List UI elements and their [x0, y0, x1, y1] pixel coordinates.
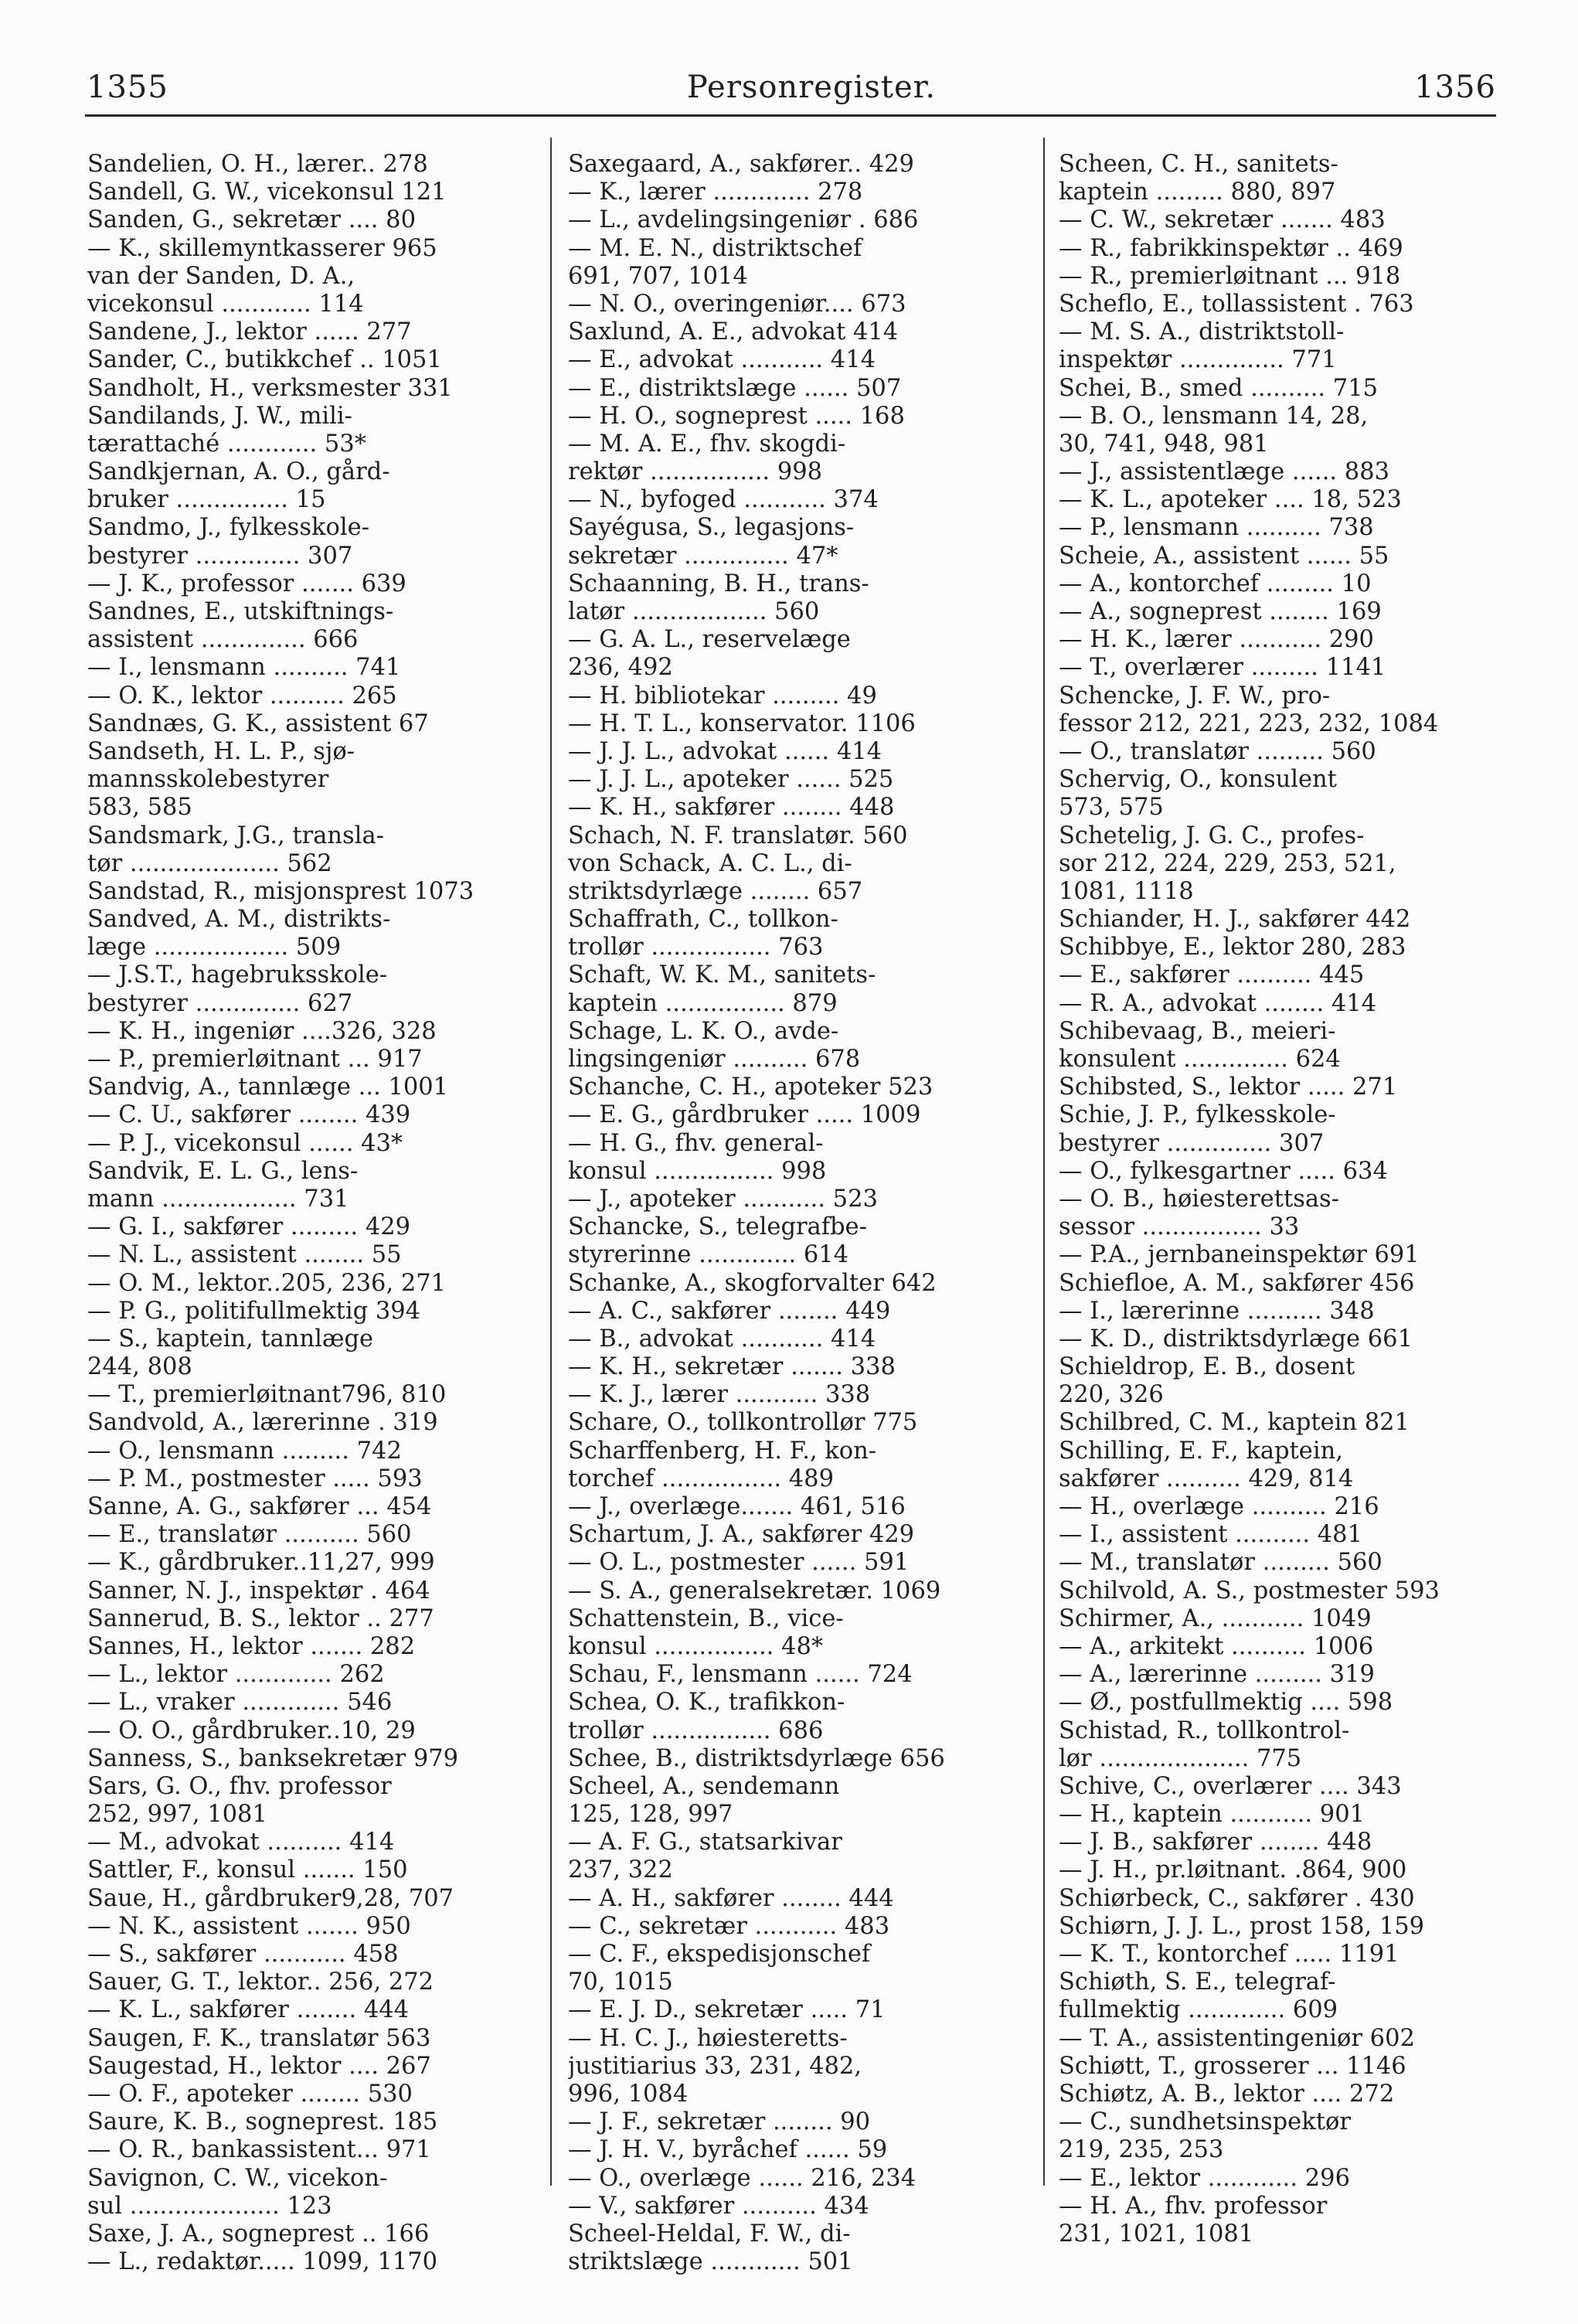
- index-entry-line: Sandvik, E. L. G., lens-: [87, 1157, 359, 1185]
- index-entry-line: — E., sakfører .......... 445: [1059, 961, 1365, 989]
- index-entry-line: Sandsmark, J.G., transla-: [87, 822, 384, 849]
- index-entry-line: — A., sogneprest ........ 169: [1059, 598, 1382, 625]
- index-entry-line: 237, 322: [568, 1856, 673, 1884]
- index-entry-line: — A., arkitekt .......... 1006: [1059, 1632, 1374, 1660]
- index-entry-line: Saxlund, A. E., advokat 414: [568, 318, 899, 346]
- index-entry-line: fullmektig ............. 609: [1059, 1996, 1338, 2024]
- index-entry-line: Schee, B., distriktsdyrlæge 656: [568, 1744, 945, 1772]
- index-entry-line: Schirmer, A., ........... 1049: [1059, 1604, 1372, 1632]
- index-entry-line: Sannerud, B. S., lektor .. 277: [87, 1604, 434, 1632]
- index-entry-line: 996, 1084: [568, 2080, 689, 2108]
- index-entry-line: — L., lektor ............. 262: [87, 1661, 385, 1689]
- index-entry-line: Schiøtz, A. B., lektor .... 272: [1059, 2080, 1395, 2108]
- index-entry-line: Schilvold, A. S., postmester 593: [1059, 1577, 1440, 1604]
- page-number-left: 1355: [87, 70, 168, 105]
- index-entry-line: — T., premierløitnant796, 810: [87, 1381, 447, 1409]
- page-number-right: 1356: [1414, 70, 1496, 105]
- index-entry-line: — B. O., lensmann 14, 28,: [1059, 402, 1369, 430]
- index-entry-line: Schilling, E. F., kaptein,: [1059, 1437, 1343, 1465]
- index-entry-line: Schach, N. F. translatør. 560: [568, 822, 908, 849]
- index-entry-line: Sander, C., butikkchef .. 1051: [87, 346, 442, 374]
- index-entry-line: — Ø., postfullmektig .... 598: [1059, 1689, 1393, 1717]
- index-entry-line: — I., assistent .......... 481: [1059, 1521, 1362, 1549]
- index-entry-line: — R., fabrikkinspektør .. 469: [1059, 234, 1403, 262]
- index-entry-line: — H. T. L., konservator. 1106: [568, 709, 916, 737]
- index-entry-line: Sanner, N. J., inspektør . 464: [87, 1577, 430, 1604]
- index-entry-line: — H., overlæge .......... 216: [1059, 1493, 1379, 1520]
- index-entry-line: — K., lærer ............. 278: [568, 179, 863, 206]
- index-entry-line: 236, 492: [568, 654, 673, 682]
- index-entry-line: — J. H. V., byråchef ...... 59: [568, 2136, 888, 2164]
- index-entry-line: Sandved, A. M., distrikts-: [87, 906, 391, 934]
- index-entry-line: — M. E. N., distriktschef: [568, 234, 862, 262]
- index-entry-line: — G. I., sakfører ......... 429: [87, 1213, 411, 1241]
- index-entry-line: tør .................... 562: [87, 849, 332, 877]
- index-entry-line: — A., lærerinne ......... 319: [1059, 1661, 1375, 1689]
- index-entry-line: bestyrer .............. 307: [87, 542, 353, 570]
- index-entry-line: Saue, H., gårdbruker9,28, 707: [87, 1884, 454, 1912]
- index-entry-line: Schiander, H. J., sakfører 442: [1059, 906, 1411, 934]
- index-entry-line: konsul ................ 48*: [568, 1632, 824, 1660]
- index-entry-line: Sandholt, H., verksmester 331: [87, 374, 453, 402]
- index-entry-line: — N. L., assistent ........ 55: [87, 1241, 402, 1269]
- index-entry-line: sakfører .......... 429, 814: [1059, 1465, 1354, 1492]
- index-entry-line: — O. L., postmester ...... 591: [568, 1549, 910, 1577]
- index-entry-line: 691, 707, 1014: [568, 262, 748, 290]
- index-entry-line: — H. bibliotekar ......... 49: [568, 682, 877, 709]
- page-title: Personregister.: [686, 70, 937, 105]
- index-entry-line: sul .................... 123: [87, 2192, 332, 2220]
- index-entry-line: rektør ................ 998: [568, 458, 823, 486]
- index-entry-line: — L., redaktør..... 1099, 1170: [87, 2248, 438, 2276]
- index-entry-line: — O. M., lektor..205, 236, 271: [87, 1269, 447, 1297]
- index-entry-line: Sanne, A. G., sakfører ... 454: [87, 1493, 432, 1520]
- index-entry-line: — M. A. E., fhv. skogdi-: [568, 430, 846, 458]
- index-entry-line: Sandmo, J., fylkesskole-: [87, 514, 369, 542]
- index-entry-line: — A. F. G., statsarkivar: [568, 1829, 842, 1856]
- index-entry-line: Sannes, H., lektor ....... 282: [87, 1632, 416, 1660]
- index-entry-line: Sandell, G. W., vicekonsul 121: [87, 179, 447, 206]
- index-column-1: [87, 151, 543, 2276]
- index-entry-line: Sandnæs, G. K., assistent 67: [87, 709, 429, 737]
- index-entry-line: kaptein ................ 879: [568, 989, 838, 1017]
- index-entry-line: — H. O., sogneprest ..... 168: [568, 402, 905, 430]
- index-entry-line: Saure, K. B., sogneprest. 185: [87, 2108, 438, 2136]
- index-entry-line: Schancke, S., telegrafbe-: [568, 1213, 867, 1241]
- index-entry-line: Schaanning, B. H., trans-: [568, 570, 869, 597]
- index-entry-line: — H., kaptein ........... 901: [1059, 1801, 1365, 1829]
- index-entry-line: Sandene, J., lektor ...... 277: [87, 318, 412, 346]
- index-entry-line: Schau, F., lensmann ...... 724: [568, 1661, 913, 1689]
- index-entry-line: Schilbred, C. M., kaptein 821: [1059, 1409, 1410, 1437]
- index-entry-line: vicekonsul ............ 114: [87, 290, 364, 318]
- index-entry-line: — O. F., apoteker ........ 530: [87, 2080, 413, 2108]
- index-entry-line: Schiøth, S. E., telegraf-: [1059, 1968, 1336, 1996]
- index-entry-line: — H. K., lærer ........... 290: [1059, 626, 1374, 654]
- header-rule: [85, 114, 1496, 117]
- index-entry-line: Schaft, W. K. M., sanitets-: [568, 961, 876, 989]
- index-entry-line: Sars, G. O., fhv. professor: [87, 1772, 392, 1800]
- index-entry-line: Scheie, A., assistent ...... 55: [1059, 542, 1389, 570]
- index-entry-line: — J. J. L., advokat ...... 414: [568, 737, 883, 765]
- index-entry-line: 125, 128, 997: [568, 1801, 733, 1829]
- index-entry-line: — N. O., overingeniør.... 673: [568, 290, 906, 318]
- index-entry-line: — K. T., kontorchef ..... 1191: [1059, 1941, 1399, 1968]
- index-entry-line: — M., advokat .......... 414: [87, 1829, 395, 1856]
- index-entry-line: Sandkjernan, A. O., gård-: [87, 458, 390, 486]
- index-entry-line: Schaffrath, C., tollkon-: [568, 906, 838, 934]
- index-entry-line: sessor ................ 33: [1059, 1213, 1300, 1241]
- index-entry-line: Sanden, G., sekretær .... 80: [87, 206, 416, 234]
- index-column-2: [568, 151, 1032, 2276]
- index-entry-line: — E., distriktslæge ...... 507: [568, 374, 902, 402]
- index-entry-line: — B., advokat ........... 414: [568, 1325, 876, 1353]
- index-entry-line: Schive, C., overlærer .... 343: [1059, 1772, 1402, 1800]
- index-entry-line: — J. H., pr.løitnant. .864, 900: [1059, 1856, 1407, 1884]
- index-entry-line: Scharffenberg, H. F., kon-: [568, 1437, 877, 1465]
- index-entry-line: bruker ............... 15: [87, 486, 326, 514]
- index-entry-line: — S., kaptein, tannlæge: [87, 1325, 374, 1353]
- index-entry-line: Sandilands, J. W., mili-: [87, 402, 352, 430]
- index-entry-line: mannsskolebestyrer: [87, 766, 329, 794]
- index-entry-line: — C. W., sekretær ....... 483: [1059, 206, 1386, 234]
- index-entry-line: — H. G., fhv. general-: [568, 1129, 824, 1157]
- index-entry-line: 244, 808: [87, 1353, 192, 1381]
- index-entry-line: 583, 585: [87, 794, 192, 822]
- index-entry-line: Scheen, C. H., sanitets-: [1059, 151, 1338, 178]
- index-entry-line: — A. H., sakfører ........ 444: [568, 1884, 894, 1912]
- index-entry-line: sekretær .............. 47*: [568, 542, 838, 570]
- index-entry-line: — C. U., sakfører ........ 439: [87, 1101, 411, 1129]
- index-entry-line: 1081, 1118: [1059, 877, 1194, 905]
- index-entry-line: Schiøtt, T., grosserer ... 1146: [1059, 2052, 1406, 2080]
- index-entry-line: — C. F., ekspedisjonschef: [568, 1941, 871, 1968]
- index-entry-line: Schibbye, E., lektor 280, 283: [1059, 934, 1406, 961]
- index-entry-line: Schanche, C. H., apoteker 523: [568, 1074, 934, 1101]
- index-entry-line: Schencke, J. F. W., pro-: [1059, 682, 1331, 709]
- index-entry-line: — V., sakfører .......... 434: [568, 2192, 869, 2220]
- index-entry-line: Schiefloe, A. M., sakfører 456: [1059, 1269, 1415, 1297]
- index-entry-line: Saugen, F. K., translatør 563: [87, 2024, 431, 2052]
- index-entry-line: — J. F., sekretær ........ 90: [568, 2108, 871, 2136]
- index-entry-line: 219, 235, 253: [1059, 2136, 1224, 2164]
- index-entry-line: Schiørbeck, C., sakfører . 430: [1059, 1884, 1415, 1912]
- index-entry-line: konsul ................ 998: [568, 1157, 827, 1185]
- index-entry-line: — P.A., jernbaneinspektør 691: [1059, 1241, 1420, 1269]
- index-entry-line: Sauer, G. T., lektor.. 256, 272: [87, 1968, 434, 1996]
- index-entry-line: Sandelien, O. H., lærer.. 278: [87, 151, 428, 178]
- index-entry-line: — O., overlæge ...... 216, 234: [568, 2164, 917, 2192]
- index-entry-line: Schage, L. K. O., avde-: [568, 1017, 839, 1045]
- index-entry-line: — P. G., politifullmektig 394: [87, 1297, 421, 1325]
- index-entry-line: — E., lektor ............ 296: [1059, 2164, 1350, 2192]
- index-entry-line: — K. H., sakfører ........ 448: [568, 794, 895, 822]
- index-entry-line: — P., lensmann .......... 738: [1059, 514, 1374, 542]
- index-entry-line: — J., overlæge....... 461, 516: [568, 1493, 906, 1520]
- index-entry-line: Schie, J. P., fylkesskole-: [1059, 1101, 1336, 1129]
- index-entry-line: — O., lensmann ......... 742: [87, 1437, 402, 1465]
- index-entry-line: læge .................. 509: [87, 934, 342, 961]
- index-entry-line: — L., vraker ............. 546: [87, 1689, 393, 1717]
- index-entry-line: — N., byfoged ........... 374: [568, 486, 879, 514]
- index-entry-line: — E. J. D., sekretær ..... 71: [568, 1996, 886, 2024]
- index-entry-line: von Schack, A. C. L., di-: [568, 849, 852, 877]
- index-entry-line: Schibevaag, B., meieri-: [1059, 1017, 1336, 1045]
- index-entry-line: Sanness, S., banksekretær 979: [87, 1744, 459, 1772]
- index-entry-line: — E. G., gårdbruker ..... 1009: [568, 1101, 921, 1129]
- index-entry-line: Schartum, J. A., sakfører 429: [568, 1521, 915, 1549]
- index-entry-line: — K. L., sakfører ........ 444: [87, 1996, 410, 2024]
- index-entry-line: Schervig, O., konsulent: [1059, 766, 1337, 794]
- index-entry-line: trollør ................ 763: [568, 934, 824, 961]
- index-entry-line: — K. L., apoteker .... 18, 523: [1059, 486, 1402, 514]
- index-entry-line: assistent .............. 666: [87, 626, 359, 654]
- index-entry-line: striktsdyrlæge ........ 657: [568, 877, 863, 905]
- index-entry-line: Saugestad, H., lektor .... 267: [87, 2052, 431, 2080]
- index-entry-line: — T., overlærer ......... 1141: [1059, 654, 1386, 682]
- column-divider: [1043, 138, 1045, 2186]
- index-entry-line: — K., gårdbruker..11,27, 999: [87, 1549, 435, 1577]
- index-entry-line: kaptein ......... 880, 897: [1059, 179, 1336, 206]
- index-entry-line: 30, 741, 948, 981: [1059, 430, 1269, 458]
- index-entry-line: Schattenstein, B., vice-: [568, 1604, 844, 1632]
- index-entry-line: latør .................. 560: [568, 598, 820, 625]
- index-entry-line: Schea, O. K., trafikkon-: [568, 1689, 845, 1717]
- index-entry-line: Scheflo, E., tollassistent . 763: [1059, 290, 1414, 318]
- index-entry-line: tærattaché ............ 53*: [87, 430, 366, 458]
- index-entry-line: — L., avdelingsingeniør . 686: [568, 206, 919, 234]
- index-entry-line: — C., sundhetsinspektør: [1059, 2108, 1351, 2136]
- index-entry-line: Scheel-Heldal, F. W., di-: [568, 2220, 851, 2247]
- index-entry-line: — K. J., lærer ........... 338: [568, 1381, 871, 1409]
- index-entry-line: striktslæge ............ 501: [568, 2248, 853, 2276]
- index-entry-line: 231, 1021, 1081: [1059, 2220, 1254, 2247]
- index-entry-line: 220, 326: [1059, 1381, 1164, 1409]
- index-entry-line: — P., premierløitnant ... 917: [87, 1046, 423, 1073]
- index-entry-line: — N. K., assistent ....... 950: [87, 1912, 411, 1940]
- index-entry-line: — R. A., advokat ........ 414: [1059, 989, 1377, 1017]
- index-entry-line: — O., fylkesgartner ..... 634: [1059, 1157, 1388, 1185]
- index-entry-line: trollør ................ 686: [568, 1717, 824, 1744]
- index-entry-line: bestyrer .............. 307: [1059, 1129, 1325, 1157]
- index-entry-line: — O. K., lektor .......... 265: [87, 682, 397, 709]
- index-entry-line: — J., apoteker ........... 523: [568, 1185, 878, 1213]
- index-entry-line: Sandvold, A., lærerinne . 319: [87, 1409, 438, 1437]
- index-entry-line: — J., assistentlæge ...... 883: [1059, 458, 1390, 486]
- index-entry-line: — T. A., assistentingeniør 602: [1059, 2024, 1415, 2052]
- index-entry-line: Sattler, F., konsul ....... 150: [87, 1856, 408, 1884]
- index-entry-line: Schetelig, J. G. C., profes-: [1059, 822, 1365, 849]
- index-entry-line: justitiarius 33, 231, 482,: [568, 2052, 862, 2080]
- index-entry-line: Sandstad, R., misjonsprest 1073: [87, 877, 474, 905]
- index-entry-line: — K. H., sekretær ....... 338: [568, 1353, 896, 1381]
- index-entry-line: — R., premierløitnant ... 918: [1059, 262, 1401, 290]
- index-entry-line: Schare, O., tollkontrollør 775: [568, 1409, 918, 1437]
- index-entry-line: — K. H., ingeniør ....326, 328: [87, 1017, 437, 1045]
- index-entry-line: Saxegaard, A., sakfører.. 429: [568, 151, 914, 178]
- index-entry-line: — J.S.T., hagebruksskole-: [87, 961, 388, 989]
- index-entry-line: sor 212, 224, 229, 253, 521,: [1059, 849, 1396, 877]
- index-entry-line: — S. A., generalsekretær. 1069: [568, 1577, 941, 1604]
- index-entry-line: Schistad, R., tollkontrol-: [1059, 1717, 1350, 1744]
- index-entry-line: — A. C., sakfører ........ 449: [568, 1297, 891, 1325]
- index-entry-line: Savignon, C. W., vicekon-: [87, 2164, 388, 2192]
- index-entry-line: — C., sekretær ........... 483: [568, 1912, 890, 1940]
- index-entry-line: styrerinne ............. 614: [568, 1241, 849, 1269]
- column-divider: [550, 138, 552, 2186]
- index-entry-line: Schei, B., smed .......... 715: [1059, 374, 1379, 402]
- index-entry-line: Scheel, A., sendemann: [568, 1772, 840, 1800]
- index-entry-line: Schiørn, J. J. L., prost 158, 159: [1059, 1912, 1425, 1940]
- index-entry-line: — A., kontorchef ......... 10: [1059, 570, 1372, 597]
- index-entry-line: 70, 1015: [568, 1968, 673, 1996]
- index-entry-line: — S., sakfører ........... 458: [87, 1941, 399, 1968]
- index-entry-line: — K. D., distriktsdyrlæge 661: [1059, 1325, 1413, 1353]
- index-entry-line: Sandvig, A., tannlæge ... 1001: [87, 1074, 449, 1101]
- index-entry-line: fessor 212, 221, 223, 232, 1084: [1059, 709, 1439, 737]
- index-entry-line: — O., translatør ......... 560: [1059, 737, 1376, 765]
- index-entry-line: Saxe, J. A., sogneprest .. 166: [87, 2220, 430, 2247]
- index-entry-line: bestyrer .............. 627: [87, 989, 353, 1017]
- index-entry-line: — I., lærerinne .......... 348: [1059, 1297, 1375, 1325]
- index-entry-line: 573, 575: [1059, 794, 1164, 822]
- index-entry-line: — O. O., gårdbruker..10, 29: [87, 1717, 416, 1744]
- index-entry-line: Schibsted, S., lektor ..... 271: [1059, 1074, 1398, 1101]
- index-entry-line: — K., skillemyntkasserer 965: [87, 234, 437, 262]
- index-entry-line: — O. R., bankassistent... 971: [87, 2136, 431, 2164]
- index-entry-line: inspektør .............. 771: [1059, 346, 1337, 374]
- index-entry-line: — M. S. A., distriktstoll-: [1059, 318, 1345, 346]
- index-entry-line: lør .................... 775: [1059, 1744, 1302, 1772]
- index-entry-line: konsulent .............. 624: [1059, 1046, 1341, 1073]
- index-entry-line: — E., translatør .......... 560: [87, 1521, 412, 1549]
- index-entry-line: — E., advokat ........... 414: [568, 346, 876, 374]
- index-entry-line: Sandnes, E., utskiftnings-: [87, 598, 394, 625]
- index-entry-line: Sandseth, H. L. P., sjø-: [87, 737, 355, 765]
- index-entry-line: van der Sanden, D. A.,: [87, 262, 355, 290]
- index-entry-line: torchef ................ 489: [568, 1465, 834, 1492]
- index-entry-line: mann .................. 731: [87, 1185, 349, 1213]
- index-column-3: [1059, 151, 1499, 2248]
- index-entry-line: — G. A. L., reservelæge: [568, 626, 851, 654]
- index-entry-line: — J. K., professor ....... 639: [87, 570, 406, 597]
- index-entry-line: Schanke, A., skogforvalter 642: [568, 1269, 937, 1297]
- index-entry-line: — O. B., høiesterettsas-: [1059, 1185, 1340, 1213]
- index-entry-line: — J. J. L., apoteker ...... 525: [568, 766, 894, 794]
- index-entry-line: — J. B., sakfører ........ 448: [1059, 1829, 1372, 1856]
- index-entry-line: — P. J., vicekonsul ...... 43*: [87, 1129, 403, 1157]
- index-entry-line: — M., translatør ......... 560: [1059, 1549, 1382, 1577]
- index-entry-line: 252, 997, 1081: [87, 1801, 267, 1829]
- index-entry-line: — H. C. J., høiesteretts-: [568, 2024, 848, 2052]
- index-entry-line: — H. A., fhv. professor: [1059, 2192, 1328, 2220]
- index-entry-line: — I., lensmann .......... 741: [87, 654, 401, 682]
- index-entry-line: lingsingeniør .......... 678: [568, 1046, 861, 1073]
- index-entry-line: Sayégusa, S., legasjons-: [568, 514, 855, 542]
- index-entry-line: — P. M., postmester ..... 593: [87, 1465, 423, 1492]
- index-entry-line: Schieldrop, E. B., dosent: [1059, 1353, 1355, 1381]
